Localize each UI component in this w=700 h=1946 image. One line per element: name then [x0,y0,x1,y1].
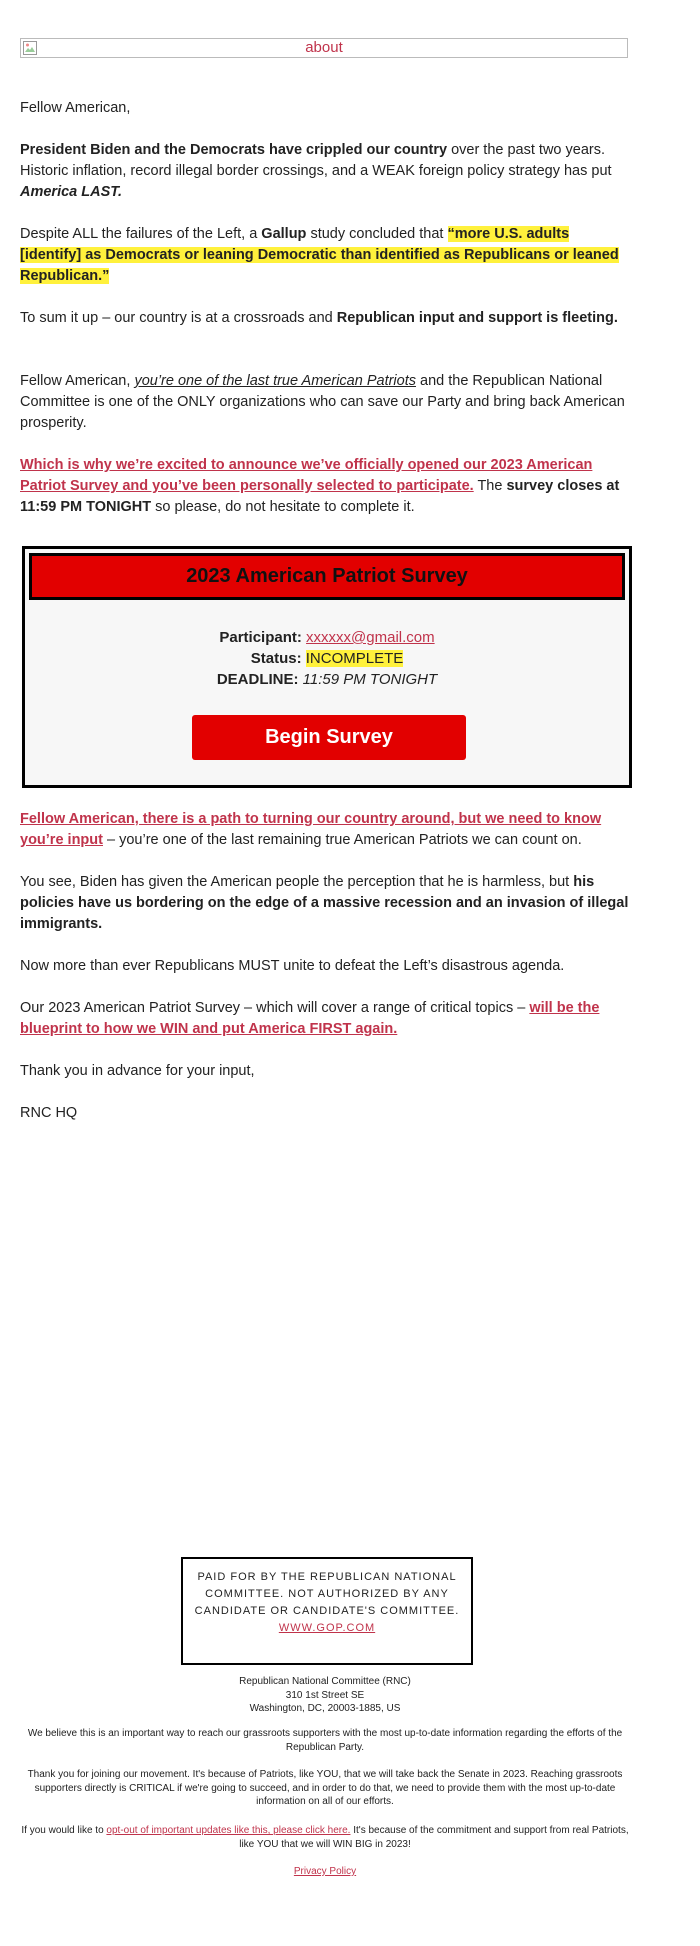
deadline-label: DEADLINE: [216,671,299,688]
p1-text: over the past two years. Historic inflation, record illegal border crossings, and a WEAK foreign policy strategy has put [20,142,612,179]
survey-title: 2023 American Patriot Survey [29,553,625,600]
paragraph-7 [20,872,630,935]
header-image-placeholder[interactable] [20,38,628,58]
paragraph-4 [20,371,630,434]
paragraph-6 [20,809,630,851]
paragraph-1 [20,140,630,203]
p2-highlight: “more U.S. adults [identify] as Democrats or leaning Democratic than identified as Republicans or leaned Republican.” [20,226,619,284]
p4-text2: and the Republican National Committee is one of the ONLY organizations who can save our Party and bring back American prosperity. [20,373,625,431]
p2-text1: Despite ALL the failures of the Left, a [20,226,262,242]
status-badge: INCOMPLETE [305,650,404,667]
begin-survey-button[interactable]: Begin Survey [192,715,466,760]
p1-bold: President Biden and the Democrats have crippled our country [20,142,448,158]
footer-org: Republican National Committee (RNC) [239,1676,411,1687]
paid-for-text: PAID FOR BY THE REPUBLICAN NATIONAL COMMITTEE. NOT AUTHORIZED BY ANY CANDIDATE OR CANDIDATE'S COMMITTEE. [194,1571,460,1617]
participant-email-link[interactable]: xxxxxx@gmail.com [306,629,435,646]
p7-text: You see, Biden has given the American people the perception that he is harmless, but [20,874,574,890]
footer-street: 310 1st Street SE [285,1689,365,1701]
status-row [25,648,629,669]
paragraph-8: Now more than ever Republicans MUST unite to defeat the Left’s disastrous agenda. [20,958,565,974]
paragraph-5 [20,455,630,518]
paragraph-9 [20,998,630,1040]
survey-announcement-link[interactable]: Which is why we’re excited to announce we’ve officially opened our 2023 American Patriot Survey and you’ve been personally selected to participate. [20,457,593,494]
footer-city: Washington, DC, 20003-1885, US [249,1703,401,1714]
header-image-alt-text: about [305,39,343,56]
deadline-row [25,669,629,690]
participant-label: Participant: [219,629,302,646]
p9-text: Our 2023 American Patriot Survey – which will cover a range of critical topics – [20,1000,530,1016]
blueprint-link[interactable]: will be the blueprint to how we WIN and put America FIRST again. [20,1000,600,1037]
footer-address [20,1675,630,1716]
p3-bold: Republican input and support is fleeting. [336,310,618,326]
p2-text2: study concluded that [306,226,448,242]
optout-text1: If you would like to [21,1825,107,1836]
survey-card [22,546,632,788]
footer-privacy [20,1865,630,1879]
p5-bold: survey closes at 11:59 PM TONIGHT [20,478,620,515]
participant-row [25,627,629,648]
status-label: Status: [250,650,302,667]
p4-italic-underline: you’re one of the last true American Patriots [134,373,416,389]
paragraph-3 [20,308,630,329]
p3-text: To sum it up – our country is at a crossroads and [20,310,337,326]
optout-link[interactable]: opt-out of important updates like this, please click here. [106,1825,351,1836]
optout-text2: It's because of the commitment and support from real Patriots, like YOU that we will WIN BIG in 2023! [239,1825,629,1850]
greeting: Fellow American, [20,100,131,116]
path-forward-link[interactable]: Fellow American, there is a path to turning our country around, but we need to know you’re input [20,811,602,848]
broken-image-icon [23,41,37,55]
paid-for-disclaimer [181,1557,473,1665]
deadline-value: 11:59 PM TONIGHT [302,671,438,688]
closing-line: Thank you in advance for your input, [20,1063,255,1079]
privacy-policy-link[interactable]: Privacy Policy [293,1866,357,1877]
signature: RNC HQ [20,1105,78,1121]
gop-website-link[interactable]: WWW.GOP.COM [278,1622,376,1634]
p2-bold: Gallup [261,226,307,242]
p5-text2: so please, do not hesitate to complete it. [151,499,415,515]
footer-paragraph-2: Thank you for joining our movement. It's because of Patriots, like YOU, that we will take back the Senate in 2023. Reaching grassroots supporters directly is CRITICAL if we're going to succeed, and in order to do that, we need to provide them with the most up-to-date information on all of our efforts. [27,1769,623,1807]
footer-optout [20,1824,630,1851]
p4-text1: Fellow American, [20,373,135,389]
paragraph-2 [20,224,630,287]
footer-paragraph-1: We believe this is an important way to reach our grassroots supporters with the most up-to-date information regarding the efforts of the Republican Party. [27,1728,623,1753]
p7-bold: his policies have us bordering on the edge of a massive recession and an invasion of illegal immigrants. [20,874,629,932]
survey-details [25,627,629,690]
p5-text1: The [473,478,507,494]
p6-text: – you’re one of the last remaining true American Patriots we can count on. [102,832,582,848]
p1-bold-italic: America LAST. [20,184,123,200]
